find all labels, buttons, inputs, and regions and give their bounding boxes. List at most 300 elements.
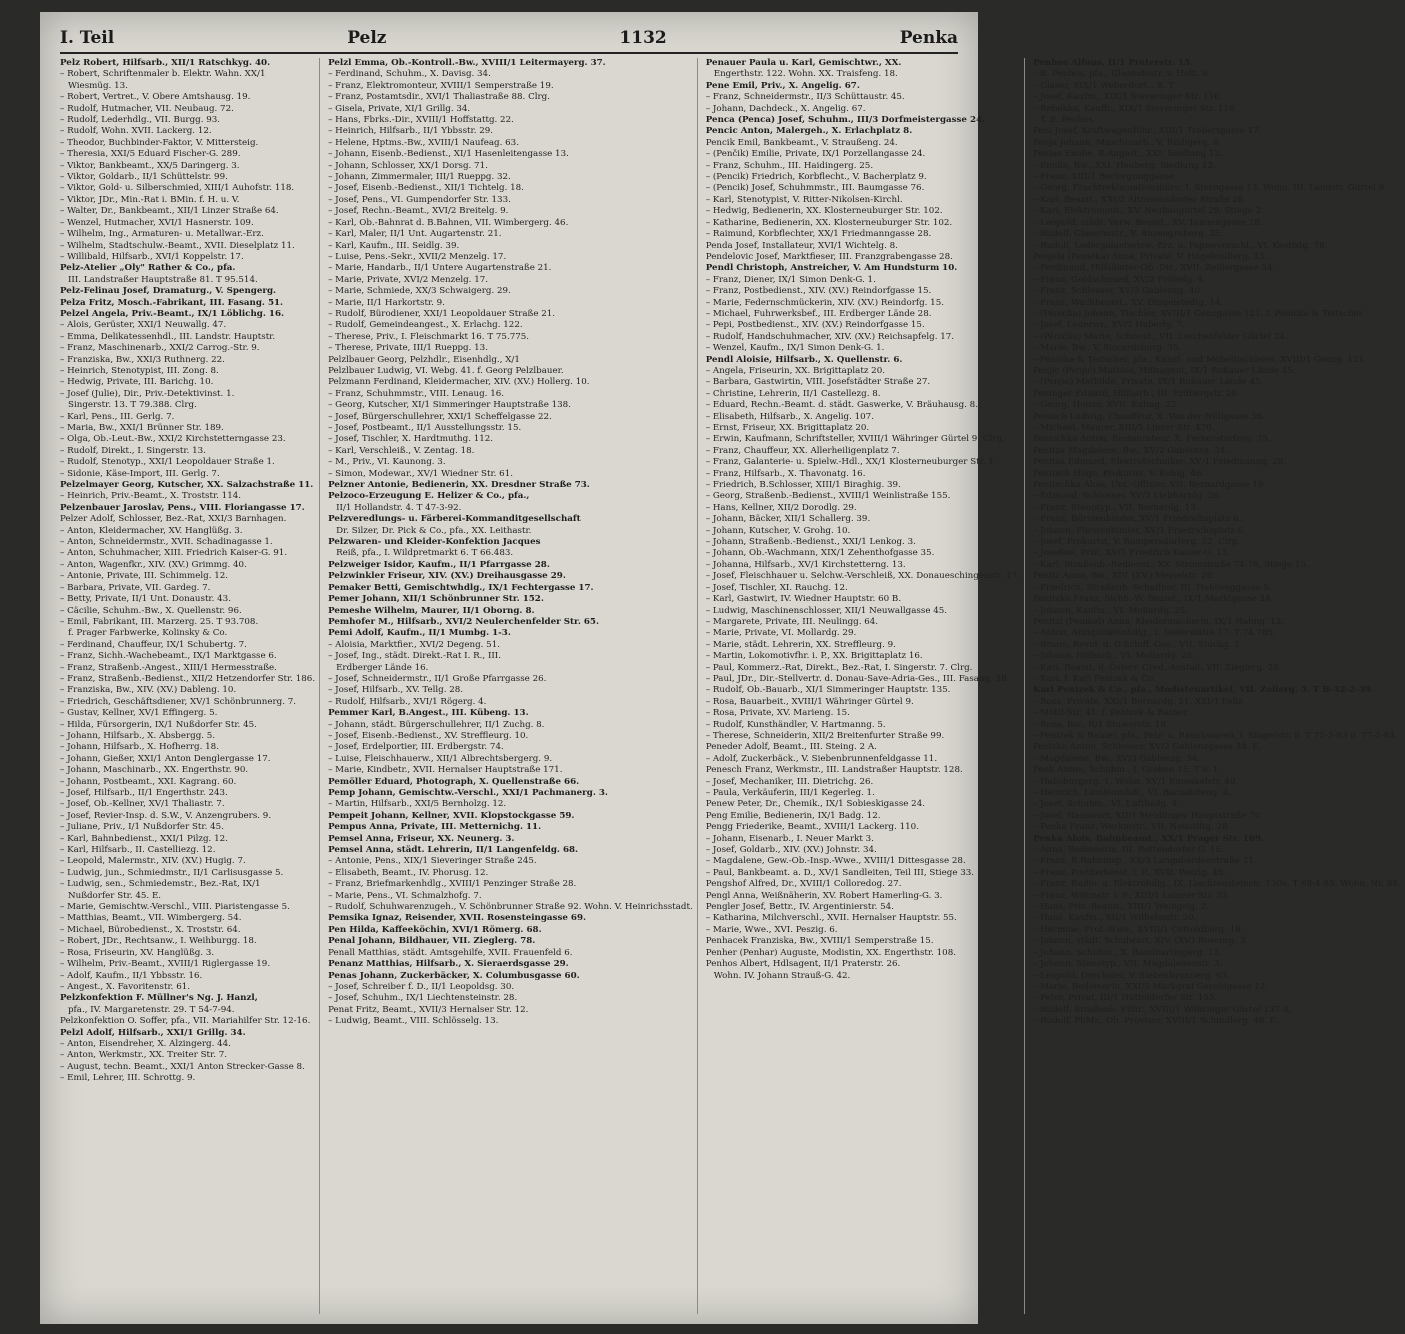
directory-entry: – Heinrich, Hilfsarb., II/1 Ybbsstr. 29.	[328, 126, 494, 137]
directory-entry: – Therese, Priv., I. Fleischmarkt 16. T 75.775.	[328, 331, 530, 342]
directory-entry: – Rosa, Bauarbeit., XVIII/1 Währinger Gürtel 9.	[705, 696, 914, 707]
directory-entry: – (Pencik) Josef, Schuhmmstr., III. Baumgasse 76.	[705, 183, 925, 194]
directory-entry: Penitsa Edmund, Elektrotechniker, XV/1 Friedmanng. 28.	[1032, 457, 1287, 468]
directory-entry: – Johann, Schuhm., X. Randhartingerg. 13.	[1032, 947, 1222, 958]
directory-entry: Pelzweiger Isidor, Kaufm., II/1 Pfarrgasse 28.	[328, 559, 550, 570]
directory-entry: – Josef, Erdelportier, III. Erdbergstr. 74.	[328, 742, 504, 753]
directory-entry: – Hermine, Prof.-Wwe., XVIII/1 Cottoldberg. 18.	[1032, 924, 1244, 935]
directory-entry: – Rudolf, Gemeindeangest., X. Erlachg. 122.	[328, 320, 523, 331]
directory-entry: – Viktor, JDr., Min.-Rat i. BMin. f. H. u. V.	[60, 194, 240, 205]
directory-entry: – Katharina, Milchverschl., XVII. Hernalser Hauptstr. 55.	[705, 913, 957, 924]
directory-entry: Penisch Ludwig, Chauffeur, X. Van der Nüllgasse 56.	[1032, 411, 1265, 422]
directory-entry: – Karl, Straßenb.-Bedienst., XX. Stromstraße 74-76, Stiege 15.	[1032, 559, 1309, 570]
column-1	[60, 58, 320, 1314]
directory-entry: – Karl, Bahnbedienst., XXI/1 Pilzg. 12.	[60, 833, 228, 844]
directory-entry: – Franz, Stenotyp., VII. Bernardg. 13.	[1032, 502, 1199, 513]
directory-entry: – Johann, städt. Bürgerschullehrer, II/1 Zuchg. 8.	[328, 719, 545, 730]
directory-entry: – Marie, Federnschmückerin, XIV. (XV.) Reindorfg. 15.	[705, 297, 944, 308]
directory-entry: – Josef, Tischler, X. Hardtmuthg. 112.	[328, 434, 494, 445]
directory-entry: – Franz, B.Bahninsp., XX/3 Langobardenstraße 21.	[1032, 856, 1257, 867]
directory-entry: – Franz, XIII/1 Berlorgunggasse.	[1032, 172, 1177, 183]
directory-entry: Erdberger Lände 16.	[336, 662, 429, 673]
directory-entry: III. Landstraßer Hauptstraße 81. T 95.514.	[68, 274, 258, 285]
directory-entry: – Johann, Eisenb.-Bedienst., XI/1 Hasenleitengasse 13.	[328, 149, 569, 160]
directory-entry: – Leopold, städt. Verw.-Beamt., XV. Tannengasse 28.	[1032, 217, 1263, 228]
directory-entry: Penal Johann, Bildhauer, VII. Zieglerg. 78.	[328, 936, 536, 947]
directory-entry: Pendl Christoph, Anstreicher, V. Am Hundsturm 10.	[705, 263, 958, 274]
directory-entry: Penitza Magdalene, Bw., XV/2 Gablenzg. 34.	[1032, 445, 1228, 456]
directory-entry: – Ludwig, Beamt., VIII. Schlösselg. 13.	[328, 1016, 499, 1027]
directory-entry: Pemsika Ignaz, Reisender, XVII. Rosensteingasse 69.	[328, 913, 587, 924]
directory-entry: – Georg, Frachtreklamationsbüro, I. Sterngasse 13. Wohn. III. Landstr. Gürtel 9.	[1032, 183, 1387, 194]
directory-entry: Reiß, pfa., I. Wildpretmarkt 6. T 66.483.	[336, 548, 514, 559]
directory-entry: – Ludwig, sen., Schmiedemstr., Bez.-Rat, IX/1	[60, 879, 261, 890]
directory-entry: – Franziska, Bw., XXI/3 Ruthnerg. 22.	[60, 354, 225, 365]
directory-entry: – Friedrich, Geschäftsdiener, XV/1 Schönbrunnerg. 7.	[60, 696, 297, 707]
directory-entry: – Hans, Priv.-Beamt., XIII/1 Weingrig. 2.	[1032, 902, 1209, 913]
directory-entry: Pelzer Adolf, Schlosser, Bez.-Rat, XXI/3 Barnhagen.	[60, 514, 287, 525]
directory-entry: – Franz, Bürstenbinder, XV/1 Friedrichsplatz 6.	[1032, 514, 1242, 525]
directory-entry: – Michael, Maurer, XIII/5 Linzer Str. 470.	[1032, 423, 1215, 433]
directory-entry: – Josef, Prokurist, V. Rampersdorferg. 52. Clrg.	[1032, 537, 1241, 548]
directory-entry: Karl Penizek & Co., pfa., Modistenartikel, VII. Zollerg. 5. T B-32-2-39.	[1032, 685, 1375, 696]
directory-entry: – Karl, Beamt. d. Österr. Cred.-Anstalt, VII. Zieglerg. 25.	[1032, 662, 1282, 673]
directory-entry: Penher (Penhar) Auguste, Modistin, XX. Engerthstr. 108.	[705, 947, 956, 958]
column-3	[706, 58, 1025, 1314]
directory-entry: Wohn. IV. Johann Strauß-G. 42.	[713, 970, 851, 981]
directory-entry: – Wenzel, Hutmacher, XVI/1 Hasnerstr. 109.	[60, 217, 254, 228]
directory-entry: – Matthias, Beamt., VII. Wimbergerg. 54.	[60, 913, 242, 924]
directory-entry: – Juliane, Priv., I/1 Nußdorfer Str. 45.	[60, 822, 224, 833]
directory-entry: – (Pencik) Friedrich, Korbflecht., V. Bacherplatz 9.	[705, 172, 927, 183]
directory-entry: – Josef, Schreiber f. D., II/1 Leopoldsg. 30.	[328, 981, 515, 992]
directory-entry: – Franz, Schuhmmstr., VIII. Lenaug. 16.	[328, 388, 505, 399]
directory-entry: – Marie, Pens., VI. Schmalzhofg. 7.	[328, 890, 482, 901]
directory-entry: – Rosa, Private, XV. Marieng. 15.	[705, 708, 850, 719]
directory-entry: – Theodor, Buchbinder-Faktor, V. Mittersteig.	[60, 137, 259, 148]
directory-entry: – Karl, f. Karl Penizek & Co.	[1032, 673, 1156, 684]
directory-entry: – Franz, Hilfsarb., X. Thavonatg. 16.	[705, 468, 866, 479]
directory-entry: – Hilda, Fürsorgerin, IX/1 Nußdorfer Str. 45.	[60, 719, 257, 730]
directory-entry: – Peter, Privat, III/1 Hütteldorfer Str. 155.	[1032, 993, 1218, 1004]
directory-entry: Penias Emilie, B.Angest., XXI. Siedlung 12.	[1032, 149, 1223, 160]
directory-entry: – Johann, Maschinarb., XX. Engerthstr. 90.	[60, 765, 249, 776]
directory-entry: – Gisela, Private, XI/1 Grillg. 34.	[328, 103, 471, 114]
directory-entry: – Rudolf, Wohn. XVII. Lackerg. 12.	[60, 126, 212, 137]
directory-entry: – (Penjic) Mathilde, Private, IX/1 Roßauer Lände 45.	[1032, 377, 1264, 388]
directory-entry: – Franz, Schlosser, XV/2 Gablenzg. 40.	[1032, 286, 1203, 297]
directory-entry: – Heinrich, Stenotypist, III. Zong. 8.	[60, 365, 219, 376]
directory-entry: Penjela (Penieka) Anna, Private, V. Högelmüllerg. 13.	[1032, 251, 1268, 262]
directory-entry: Dr. Silzer, Dr. Pick & Co., pfa., XX. Leithastr.	[336, 525, 532, 536]
directory-entry: – Johann, Eisenarb., I. Neuer Markt 3.	[705, 833, 874, 844]
directory-entry: Penhos Alfons, II/1 Praterstr. 15.	[1032, 58, 1194, 68]
directory-entry: – Marie, Bedienerin, XXI/5 Markgraf Geroldgasse 12.	[1032, 981, 1269, 992]
directory-entry: – Pénička & Teitscher, pfa., Kunst- und Möbeltischlerei, XVIII/1 Genzg. 121.	[1032, 354, 1367, 365]
directory-entry: – Josef, Hauswart, XII/1 Meidlinger Hauptstraße 70.	[1032, 810, 1264, 821]
directory-entry: – Karl, Pens., III. Gerlg. 7.	[60, 411, 175, 422]
directory-entry: – Robert, Schriftenmaler b. Elektr. Wahn. XX/1	[60, 69, 266, 80]
directory-entry: Penk Anton, Schuhm., I. Graben 15. T u. I.	[1032, 765, 1220, 776]
directory-entry: – Franz, Galanterie- u. Spielw.-Hdl., XX/1 Klosterneuburger Str. 1.	[705, 457, 997, 468]
directory-entry: – Glaser, XIX/1 Weberdorf... 8. T	[1032, 80, 1175, 91]
directory-entry: – Adolf, Zuckerbäck., V. Siebenbrunnenfeldgasse 11.	[705, 753, 938, 764]
directory-entry: Peni Josef, Kraftwagenführ., XIII/1 Trabertgasse 17.	[1032, 126, 1262, 137]
directory-entry: – Marie, Handarb., II/1 Untere Augartenstraße 21.	[328, 263, 552, 274]
directory-entry: Wiesmüg. 13.	[68, 80, 128, 91]
directory-entry: Penhacek Franziska, Bw., XVIII/1 Semperstraße 15.	[705, 936, 934, 947]
directory-entry: – Franz, Diener, IX/1 Simon Denk-G. 1.	[705, 274, 876, 285]
directory-entry: – Bruno, Revid. d. D.Schiff.-Ges., VII. Stuckg. 2.	[1032, 639, 1243, 650]
directory-entry: – Josef, Mechaniker, III. Dietrichg. 26.	[705, 776, 874, 787]
directory-entry: – Ludwig, jun., Schmiedmstr., II/1 Carlisusgasse 5.	[60, 867, 284, 878]
directory-entry: – Simon, Modewar., XV/1 Wiedner Str. 61.	[328, 468, 513, 479]
directory-entry: – Heinrich, Priv.-Beamt., X. Troststr. 114.	[60, 491, 242, 502]
directory-entry: – Walter, Dr., Bankbeamt., XII/1 Linzer Straße 64.	[60, 206, 279, 217]
directory-entry: – Katharine, Bedienerin, XX. Klosterneuburger Str. 102.	[705, 217, 953, 228]
directory-entry: – Betty, Private, II/1 Unt. Donaustr. 43.	[60, 594, 231, 605]
directory-entry: Pen Hilda, Kaffeeköchin, XVI/1 Römerg. 68.	[328, 924, 542, 935]
directory-entry: – Martin, Lokomotivfhr. i. P., XX. Brigittaplatz 16.	[705, 651, 923, 662]
directory-entry: Pemaker Betti, Gemischtwhdlg., IX/1 Fechtergasse 17.	[328, 582, 594, 593]
directory-entry: – Josef, Lederwr., XV/2 Haberlg. 7.	[1032, 320, 1185, 331]
directory-entry: – Johann, Gießer, XXI/1 Anton Denglergasse 17.	[60, 753, 271, 764]
column-2	[328, 58, 698, 1314]
last-entry-keyword: Penka	[899, 28, 958, 48]
directory-entry: – (Penčik) Emilie, Private, IX/1 Porzellangasse 24.	[705, 149, 926, 160]
directory-entry: – Johann, städt. Schulwart, XIV. (XV.) Rosenrg. 3.	[1032, 936, 1249, 947]
directory-entry: – Eduard, Rechn.-Beamt. d. städt. Gaswerke, V. Bräuhausg. 8.	[705, 400, 978, 411]
directory-entry: – Josef, Postbeamt., II/1 Ausstellungsstr. 15.	[328, 423, 522, 433]
directory-entry: Penja Johann, Maschinarb., V. Rüdigerg. 6.	[1032, 137, 1222, 148]
directory-entry: – Karl, Kaufm., III. Seidlg. 39.	[328, 240, 460, 251]
directory-entry: – Karl, Hilfsarb., II. Castelliezg. 12.	[60, 845, 216, 856]
directory-entry: – Georg, Straßenb.-Bedienst., XVIII/1 Weinlistraße 155.	[705, 491, 951, 502]
directory-entry: – Heinrich, Linoleumhdl., VI. Barnabiteng. 4.	[1032, 788, 1232, 798]
directory-entry: Pelz-Felinau Josef, Dramaturg., V. Spengerg.	[60, 286, 277, 297]
directory-entry: – Franziska, Bw., XIV. (XV.) Dableng. 10.	[60, 685, 237, 696]
directory-entry: Pelzkonfektion F. Müllner's Ng. J. Hanzl,	[60, 993, 258, 1004]
directory-entry: – Anton, Werkmstr., XX. Treiter Str. 7.	[60, 1050, 228, 1061]
directory-entry: – Josef, Bürgerschullehrer, XXI/1 Scheffelgasse 22.	[328, 411, 552, 422]
page-number: 1132	[619, 28, 667, 48]
directory-entry: – (Pénicka) Johann, Tischler, XVIII/1 Genzgasse 121. f. Pénička & Teitscher.	[1032, 308, 1365, 319]
directory-entry: Pene Emil, Priv., X. Angelig. 67.	[705, 80, 860, 91]
directory-entry: Penitzka Franz, Sichh.-W.-Beamt., IX/1 Marktgasse 24.	[1032, 594, 1274, 605]
directory-entry: – Josef, Kaufm., XIX/1 Sieveringer Str. 116.	[1032, 92, 1223, 103]
directory-entry: – Franz, Chauffeur, XX. Allerheiligenplatz 7.	[705, 445, 900, 456]
directory-entry: – Paula, Verkäuferin, III/1 Kegerleg. 1.	[705, 788, 875, 798]
directory-entry: – Theresia, XXI/5 Eduard Fischer-G. 289.	[60, 149, 241, 160]
directory-entry: Penitsch Hugo, Prokurist, V. Kohlg. 46.	[1032, 468, 1205, 479]
directory-entry: – Helene, Hptms.-Bw., XVIII/1 Naufeag. 63.	[328, 137, 519, 148]
directory-entry: – Josefine, Priv., XV/1 Friedrich Kaiser-G. 13.	[1032, 548, 1230, 559]
directory-entry: – Emma, Delikatessenhdl., III. Landstr. Hauptstr.	[60, 331, 276, 342]
directory-entry: – Habsburgerg. 1. Wohn. XV/1 Emenkelstr. 40.	[1032, 776, 1239, 787]
section-label: I. Teil	[60, 28, 115, 48]
directory-entry: – Josef, Revier-Insp. d. S.W., V. Anzengrubers. 9.	[60, 810, 272, 821]
directory-entry: – Franz, Postbedienst., XIV. (XV.) Reindorfgasse 15.	[705, 286, 932, 297]
directory-entry: – Johann, Zimmermaler, III/1 Rueppg. 32.	[328, 172, 511, 183]
directory-entry: – Josef, Pens., VI. Gumpendorfer Str. 133.	[328, 194, 511, 205]
directory-entry: – Rudolf, Schuhwarenzugeh., V. Schönbrunner Straße 92. Wohn. V. Heinrichsstadt.	[328, 902, 693, 913]
directory-entry: – Adolf, Kaufm., II/1 Ybbsstr. 16.	[60, 970, 203, 981]
directory-entry: – Viktor, Gold- u. Silberschmied, XIII/1 Auhofstr. 118.	[60, 183, 295, 194]
directory-entry: Pelz-Atelier „Oly" Rather & Co., pfa.	[60, 263, 236, 274]
directory-entry: Penauer Paula u. Karl, Gemischtwr., XX.	[705, 58, 902, 68]
directory-entry: – Viktor, Goldarb., II/1 Schüttelstr. 99.	[60, 172, 228, 183]
directory-entry: – Rudolf, Ledergalanteriew.-Erz. u. Papierverschl., VI. Kestlstg. 78.	[1032, 240, 1328, 251]
directory-entry: Penda Josef, Installateur, XVI/1 Wichtelg. 8.	[705, 240, 898, 251]
directory-entry: Pempus Anna, Private, III. Metternichg. 11.	[328, 822, 542, 833]
directory-entry: – Ferdinand, Chauffeur, IX/1 Schubertg. 7.	[60, 639, 247, 650]
directory-entry: – Johanna, Hilfsarb., XV/1 Kirchstetterng. 13.	[705, 559, 906, 570]
directory-entry: – Rudolf, Direkt., I. Singerstr. 13.	[60, 445, 206, 456]
directory-entry: Pelzmann Ferdinand, Kleidermacher, XIV. (XV.) Hollerg. 10.	[328, 377, 590, 388]
directory-entry: – Hans, Kellner, XII/2 Dorodlg. 29.	[705, 502, 857, 513]
directory-entry: – Hedwig, Private, III. Barichg. 10.	[60, 377, 214, 388]
directory-entry: – Martin, Hilfsarb., XXI/5 Bernholzg. 12.	[328, 799, 507, 810]
directory-entry: Pemsel Anna, städt. Lehrerin, II/1 Langenfeldg. 68.	[328, 845, 579, 856]
directory-entry: – Luise, Fleischhauerw., XII/1 Albrechtsbergerg. 9.	[328, 753, 553, 764]
directory-entry: – Rudolf, PhMr., Ob.-Provisor, XVIII/1 Schindlerg. 48. E.	[1032, 1016, 1279, 1027]
directory-entry: – Michael, Bürobedienst., X. Troststr. 64.	[60, 924, 241, 935]
directory-entry: Pelzelmayer Georg, Kutscher, XX. Salzachstraße 11.	[60, 480, 314, 491]
directory-entry: – Anton, Schneidermstr., XVII. Schadinagasse 1.	[60, 537, 273, 548]
directory-entry: – Barbara, Gastwirtin, VIII. Josefstädter Straße 27.	[705, 377, 931, 388]
directory-entry: Singerstr. 13. T 79.388. Clrg.	[68, 400, 197, 411]
directory-entry: – Franz, Goldschmied, XV/2 Fröbelg. 4.	[1032, 274, 1206, 285]
directory-entry: – Magdalene, Bw., XV/3 Gablenzg. 34.	[1032, 753, 1201, 764]
directory-entry: – Erwin, Kaufmann, Schriftsteller, XVIII/1 Währinger Gürtel 9. Clrg.	[705, 434, 1005, 445]
directory-entry: – Marie, Schmiede, XX/3 Schwaigerg. 29.	[328, 286, 511, 297]
directory-entry: – Leopold, Malermstr., XIV. (XV.) Hugig. 7.	[60, 856, 246, 867]
directory-entry: – Johann, Hilfsarb., X. Hofherrg. 18.	[60, 742, 219, 753]
directory-entry: – Antonie, Private, III. Schimmelg. 12.	[60, 571, 229, 582]
directory-entry: – Marie, Gemischtw.-Verschl., VIII. Piaristengasse 5.	[60, 902, 290, 913]
directory-entry: – Franz, Postamtsdir., XVI/1 Thaliastraße 88. Clrg.	[328, 92, 550, 103]
directory-entry: Pelz Robert, Hilfsarb., XII/1 Ratschkyg. 40.	[60, 58, 271, 68]
directory-entry: – Franz, Elektromonteur, XVIII/1 Semperstraße 19.	[328, 80, 554, 91]
directory-entry: – Michael, Fuhrwerksbef., III. Erdberger Lände 28.	[705, 308, 932, 319]
directory-entry: – Rebekka, Kauffr., XIX/1 Sieveringer Str. 116.	[1032, 103, 1238, 114]
directory-entry: – Emilie, Bw., XXI. Heuberg. Siedlung 12.	[1032, 160, 1216, 171]
directory-entry: – Johann, Dachdeck., X. Angelig. 67.	[705, 103, 866, 114]
directory-entry: – Georg, Kutscher, XI/1 Simmeringer Hauptstraße 138.	[328, 400, 571, 411]
directory-entry: – Marie, Wwe., XVI. Peszig. 6.	[705, 924, 838, 935]
directory-entry: – Johann, Fürstenbinder, XV/1 Friedrichsplatz 6.	[1032, 525, 1246, 536]
directory-entry: – Magdalene, Gew.-Ob.-Insp.-Wwe., XVIII/1 Dittesgasse 28.	[705, 856, 966, 867]
directory-entry: Penischka Anton, Restaurateur, X. Pernerstorferg. 75.	[1032, 434, 1271, 445]
directory-entry: – Josef, Eisenb.-Bedienst., XII/1 Tichtelg. 18.	[328, 183, 524, 194]
directory-entry: Pemhofer M., Hilfsarb., XVI/2 Neulerchenfelder Str. 65.	[328, 616, 599, 627]
directory-entry: – Edmund, Schlosser, XV/2 Liebhartdg. 20.	[1032, 491, 1222, 502]
directory-entry: – Anna, Bedienerin, III. Rottendorfer G. 15.	[1032, 845, 1224, 856]
directory-entry: Penca (Penca) Josef, Schuhm., III/3 Dorfmeistergasse 24.	[705, 115, 986, 126]
directory-entry: – Karl, Beamt., XXI/2 Altmannsdorfer Straße 28.	[1032, 194, 1247, 205]
directory-entry: – Ferdinand, Hilfsämter-Ob.-Dir., XVII. Zeillergasse 54.	[1032, 263, 1276, 274]
directory-entry: II/1 Hollandstr. 4. T 47-3-92.	[336, 502, 462, 513]
directory-entry: Pemi Adolf, Kaufm., II/1 Mumbg. 1-3.	[328, 628, 511, 639]
directory-entry: – Emil, Lehrer, III. Schrottg. 9.	[60, 1073, 196, 1084]
directory-entry: – Georg, Heizer, XVII. Kulmg. 22.	[1032, 400, 1180, 411]
directory-entry: Penka Alois, Bahnbeamt., XX/1 Prager Str. 169.	[1032, 833, 1264, 844]
directory-entry: – Aloisia, Marktfier., XVI/2 Degeng. 51.	[328, 639, 500, 650]
directory-entry: – Rudolf, Straßenb.-Führ., XVIII/1 Währinger Gürtel 137 A.	[1032, 1004, 1292, 1015]
directory-entry: Penesch Franz, Werkmstr., III. Landstraßer Hauptstr. 128.	[705, 765, 963, 776]
directory-entry: – Penka Franz, Werkmstr., VII. Neustiftg. 28.	[1032, 822, 1231, 833]
directory-entry: – Rudolf, Lederhdlg., VII. Burgg. 93.	[60, 115, 221, 126]
directory-columns	[60, 58, 1401, 1314]
directory-entry: Pemöller Eduard, Photograph, X. Quellenstraße 66.	[328, 776, 580, 787]
directory-entry: Pencik Emil, Bankbeamt., V. Straußeng. 24.	[705, 137, 898, 148]
directory-entry: – Josef, Rechn.-Beamt., XVI/2 Breitelg. 9.	[328, 206, 509, 217]
directory-entry: – Josef, Goldarb., XIV. (XV.) Johnstr. 34.	[705, 845, 877, 856]
directory-entry: – Rosa, Bw., II/1 Stuwerstr. 18.	[1032, 719, 1169, 730]
directory-entry: – Johann, Ob.-Wachmann, XIX/1 Zehenthofgasse 35.	[705, 548, 935, 559]
directory-entry: Pelzkonfektion O. Soffer, pfa., VII. Mariahilfer Str. 12-16.	[60, 1016, 311, 1027]
directory-entry: – Johann, Stenotyp., VII. Magdalenenstr. 3.	[1032, 959, 1223, 970]
directory-entry: – August, techn. Beamt., XXI/1 Anton Strecker-Gasse 8.	[60, 1061, 305, 1072]
directory-entry: – Paul, Bankbeamt. a. D., XV/1 Sandleiten, Teil III, Stiege 33.	[705, 867, 975, 878]
directory-entry: – Wilhelm, Ing., Armaturen- u. Metallwar.-Erz.	[60, 229, 264, 240]
directory-entry: f. B. Penhos.	[1040, 115, 1096, 126]
directory-entry: – Hedwig, Bedienerin, XX. Klosterneuburger Str. 102.	[705, 206, 943, 217]
directory-entry: – Ernst, Friseur, XX. Brigittaplatz 20.	[705, 423, 870, 433]
directory-entry: Penitschka Alois, Unt.-Offizier, VII. Bernardgasse 19.	[1032, 480, 1267, 491]
directory-entry: Nußdorfer Str. 45. E.	[68, 890, 162, 901]
directory-entry: – Karl, Stenotypist, V. Ritter-Nikolsen-Kirchl.	[705, 194, 903, 205]
directory-entry: Pelzlbauer Ludwig, VI. Webg. 41. f. Georg Pelzlbauer.	[328, 365, 564, 376]
directory-entry: – Josef, Ing., städt. Direkt.-Rat I. R., III.	[328, 651, 502, 662]
directory-entry: – Josef (Julie), Dir., Priv.-Detektivinst. 1.	[60, 388, 235, 399]
directory-entry: Pelzlbauer Georg, Pelzhdlr., Eisenhdlg., X/1	[328, 354, 520, 365]
directory-entry: – Franz, Schuhm., III. Haidingerg. 25.	[705, 160, 874, 171]
directory-entry: – Robert, JDr., Rechtsanw., I. Weihburgg. 18.	[60, 936, 257, 947]
directory-entry: – Franz, Straßenb.-Bedienst., XII/2 Hetzendorfer Str. 186.	[60, 673, 316, 684]
directory-entry: – Josef, Hilfsarb., XV. Tellg. 28.	[328, 685, 464, 696]
directory-entry: – Josef, Hilfsarb., II/1 Engerthstr. 243.	[60, 788, 228, 798]
directory-entry: – Johann, Kutscher, V. Grohg. 10.	[705, 525, 851, 536]
directory-entry: Pengshof Alfred, Dr., XVIII/1 Colloredog. 27.	[705, 879, 902, 890]
directory-entry: – Josef, Schuhm., IX/1 Liechtensteinstr. 28.	[328, 993, 518, 1004]
directory-entry: Pemeshe Wilhelm, Maurer, II/1 Oborng. 8.	[328, 605, 535, 616]
directory-entry: – Rudolf, Kunsthändler, V. Hartmanng. 5.	[705, 719, 886, 730]
directory-entry: – Leopold, Drechsler, V. Siebenbrunnerg. 63.	[1032, 970, 1230, 981]
directory-entry: Penizko Anton, Schlosser, XV/2 Gablenzgasse 34. E.	[1032, 742, 1262, 753]
directory-entry: – Therese, Private, III/1 Rueppg. 13.	[328, 343, 488, 354]
directory-entry: – Franz, Sichh.-Wachebeamt., IX/1 Marktgasse 6.	[60, 651, 277, 662]
directory-entry: – Josef, Schneidermstr., II/1 Große Pfarrgasse 26.	[328, 673, 547, 684]
directory-entry: – Cäcilie, Schuhm.-Bw., X. Quellenstr. 96.	[60, 605, 242, 616]
directory-entry: – Marie, Bw., V. Siccardsburg. 35.	[1032, 343, 1182, 354]
directory-entry: Pengler Josef, Bettr., IV. Argentinierstr. 54.	[705, 902, 894, 913]
directory-entry: Pendelovic Josef, Marktfieser, III. Franzgrabengasse 28.	[705, 251, 953, 262]
directory-entry: Pemer Johann, XII/1 Schönbrunner Str. 152.	[328, 594, 544, 605]
directory-entry: pfa., IV. Margaretenstr. 29. T 54-7-94.	[68, 1004, 235, 1015]
directory-entry: – Johann, Hilfsarb., VI. Mollardg. 25.	[1032, 651, 1195, 662]
directory-entry: Pelzveredlungs- u. Färberei-Kommanditgesellschaft	[328, 514, 581, 525]
directory-entry: Penew Peter, Dr., Chemik., IX/1 Sobieskigasse 24.	[705, 799, 925, 810]
directory-entry: – Paul, Kommerz.-Rat, Direkt., Bez.-Rat, I. Singerstr. 7. Clrg.	[705, 662, 973, 673]
directory-entry: – Franz, Briefmarkenhdlg., XVIII/1 Penzinger Straße 28.	[328, 879, 577, 890]
directory-entry: – B. Penhos, pfa., Glasindustr. v. Holz. u.	[1032, 69, 1211, 80]
directory-entry: – Alois, Gerüster, XXI/1 Neuwallg. 47.	[60, 320, 227, 331]
directory-entry: – Franz, Wachbeamt., XV. Dingelstedtg. 14.	[1032, 297, 1224, 308]
column-4	[1033, 58, 1405, 1314]
directory-entry: – Therese, Schneiderin, XII/2 Breitenfurter Straße 99.	[705, 730, 945, 741]
directory-entry: – Raimund, Korbflechter, XX/1 Friedmanngasse 28.	[705, 229, 932, 240]
directory-entry: – Marie, Private, VI. Mollardg. 29.	[705, 628, 857, 639]
directory-entry: – Olga, Ob.-Leut.-Bw., XXI/2 Kirchstetterngasse 23.	[60, 434, 286, 445]
page-header	[60, 22, 958, 48]
directory-entry: – Rudolf, Glasermstr., V. Anzengruberg. 25.	[1032, 229, 1224, 240]
directory-entry: – Elisabeth, Hilfsarb., X. Angelig. 107.	[705, 411, 874, 422]
directory-entry: – Angest., X. Favoritenstr. 61.	[60, 981, 191, 992]
directory-entry: Pencic Anton, Malergeh., X. Erlachplatz 8.	[705, 126, 913, 137]
directory-entry: – Willibald, Hilfsarb., XVI/1 Koppelstr. 17.	[60, 251, 244, 262]
directory-entry: – Christine, Lehrerin, II/1 Castellezg. 8.	[705, 388, 881, 399]
directory-entry: – Franz, Straßenb.-Angest., XIII/1 Hermesstraße.	[60, 662, 277, 673]
directory-entry: – M., Priv., VI. Kaunong. 3.	[328, 457, 446, 468]
directory-entry: – Antonie, Pens., XIX/1 Sieveringer Straße 245.	[328, 856, 537, 867]
directory-entry: – Josef, Fleischhauer u. Selchw.-Verschleiß, XX. Donaueschingenstr. 17.	[705, 571, 1020, 582]
directory-entry: – Anton, Schuhmacher, XIII. Friedrich Kaiser-G. 91.	[60, 548, 288, 559]
directory-entry: – Marie, Private, XVI/2 Menzelg. 17.	[328, 274, 489, 285]
directory-entry: – Rudolf, Hilfsarb., XVI/1 Rögerg. 4.	[328, 696, 487, 707]
directory-entry: Peneder Adolf, Beamt., III. Steing. 2 A.	[705, 742, 877, 753]
directory-entry: – Wilhelm, Stadtschulw.-Beamt., XVII. Dieselplatz 11.	[60, 240, 295, 251]
directory-entry: – Karl, Verschleiß., V. Zentag. 18.	[328, 445, 475, 456]
directory-entry: – Luise, Pens.-Sekr., XVII/2 Menzelg. 17.	[328, 251, 507, 262]
directory-page	[40, 12, 1401, 1324]
directory-entry: – (Pénička) Marie, Schneid., VII. Lerchenfelder Gürtel 24.	[1032, 331, 1288, 342]
directory-entry: – Viktor, Bankbeamt., XX/5 Daringerg. 3.	[60, 160, 240, 171]
directory-entry: – Johann, Schlosser, XX/1 Dorsg. 71.	[328, 160, 488, 171]
directory-entry: Pelzwinkler Friseur, XIV. (XV.) Dreihausgasse 29.	[328, 571, 566, 582]
directory-entry: Pendl Aloisie, Hilfsarb., X. Quellenstr. 6.	[705, 354, 903, 365]
directory-entry: Pelzner Antonie, Bedienerin, XX. Dresdner Straße 73.	[328, 480, 590, 491]
directory-entry: – Hans, Fbrks.-Dir., XVIII/1 Hoffstattg. 22.	[328, 115, 514, 126]
directory-entry: – Ferdinand, Schuhm., X. Davisg. 34.	[328, 69, 491, 80]
directory-entry: – Friedrich, B.Schlosser, XIII/1 Biraghig. 39.	[705, 480, 901, 491]
directory-entry: – Sidonie, Käse-Import, III. Gerlg. 7.	[60, 468, 220, 479]
directory-entry: Penitz Anna, Bw., XIV. (XV.) Meiselstr. 28.	[1032, 571, 1215, 582]
directory-entry: – Johann, Postbeamt., XXI. Kagrang. 60.	[60, 776, 237, 787]
directory-entry: – Robert, Vertret., V. Obere Amtshausg. 19.	[60, 92, 251, 103]
directory-entry: – Hans, Kaufm., XII/1 Wilhelmstr. 20.	[1032, 913, 1197, 924]
directory-entry: – Marie, II/1 Harkortstr. 9.	[328, 297, 445, 308]
directory-entry: – Karl, Ob.-Bahnrat d. B.Bahnen, VII. Wimbergerg. 46.	[328, 217, 569, 228]
directory-entry: – Anton, Antiquitätenhdlg., I. Seilerstätte 17. T 74.785.	[1032, 628, 1276, 639]
directory-entry: Pelzel Angela, Priv.-Beamt., IX/1 Löblichg. 16.	[60, 308, 285, 319]
directory-entry: Pelzoco-Erzeugung E. Helizer & Co., pfa.,	[328, 491, 530, 502]
directory-entry: – Franz, Radio- u. Elektrohdlg., IX. Liechtensteinstr. 130a. T 68-4-85. Wohn. Nr. 84.	[1032, 879, 1401, 890]
directory-entry: – Anton, Wagenfkr., XIV. (XV.) Grimmg. 40.	[60, 559, 247, 570]
directory-entry: – Franz, Postbedienst. i. P., XVII. Pezzlg. 45.	[1032, 867, 1227, 878]
directory-entry: – Angela, Friseurin, XX. Brigittaplatz 20.	[705, 365, 885, 376]
directory-entry: – Rudolf, Stenotyp., XXI/1 Leopoldauer Straße 1.	[60, 457, 275, 468]
directory-entry: – Margarete, Private, III. Neulingg. 64.	[705, 616, 879, 627]
directory-entry: Penat Fritz, Beamt., XVII/3 Hernalser Str. 12.	[328, 1004, 529, 1015]
directory-entry: Penanz Matthias, Hilfsarb., X. Sieraerdsgasse 29.	[328, 959, 569, 970]
directory-entry: – Josef, Eisenb.-Bedienst., XV. Streffleurg. 10.	[328, 730, 529, 741]
directory-entry: – Rudolf, Handschuhmacher, XIV. (XV.) Reichsapfelg. 17.	[705, 331, 955, 342]
directory-entry: Penall Matthias, städt. Amtsgehilfe, XVII. Frauenfeld 6.	[328, 947, 573, 958]
directory-entry: – Emil, Fabrikant, III. Marzerg. 25. T 93.708.	[60, 616, 259, 627]
directory-entry: – Barbara, Private, VII. Gardeg. 7.	[60, 582, 211, 593]
directory-entry: – Rudolf, Bürodiener, XXI/1 Leopoldauer Straße 21.	[328, 308, 556, 319]
